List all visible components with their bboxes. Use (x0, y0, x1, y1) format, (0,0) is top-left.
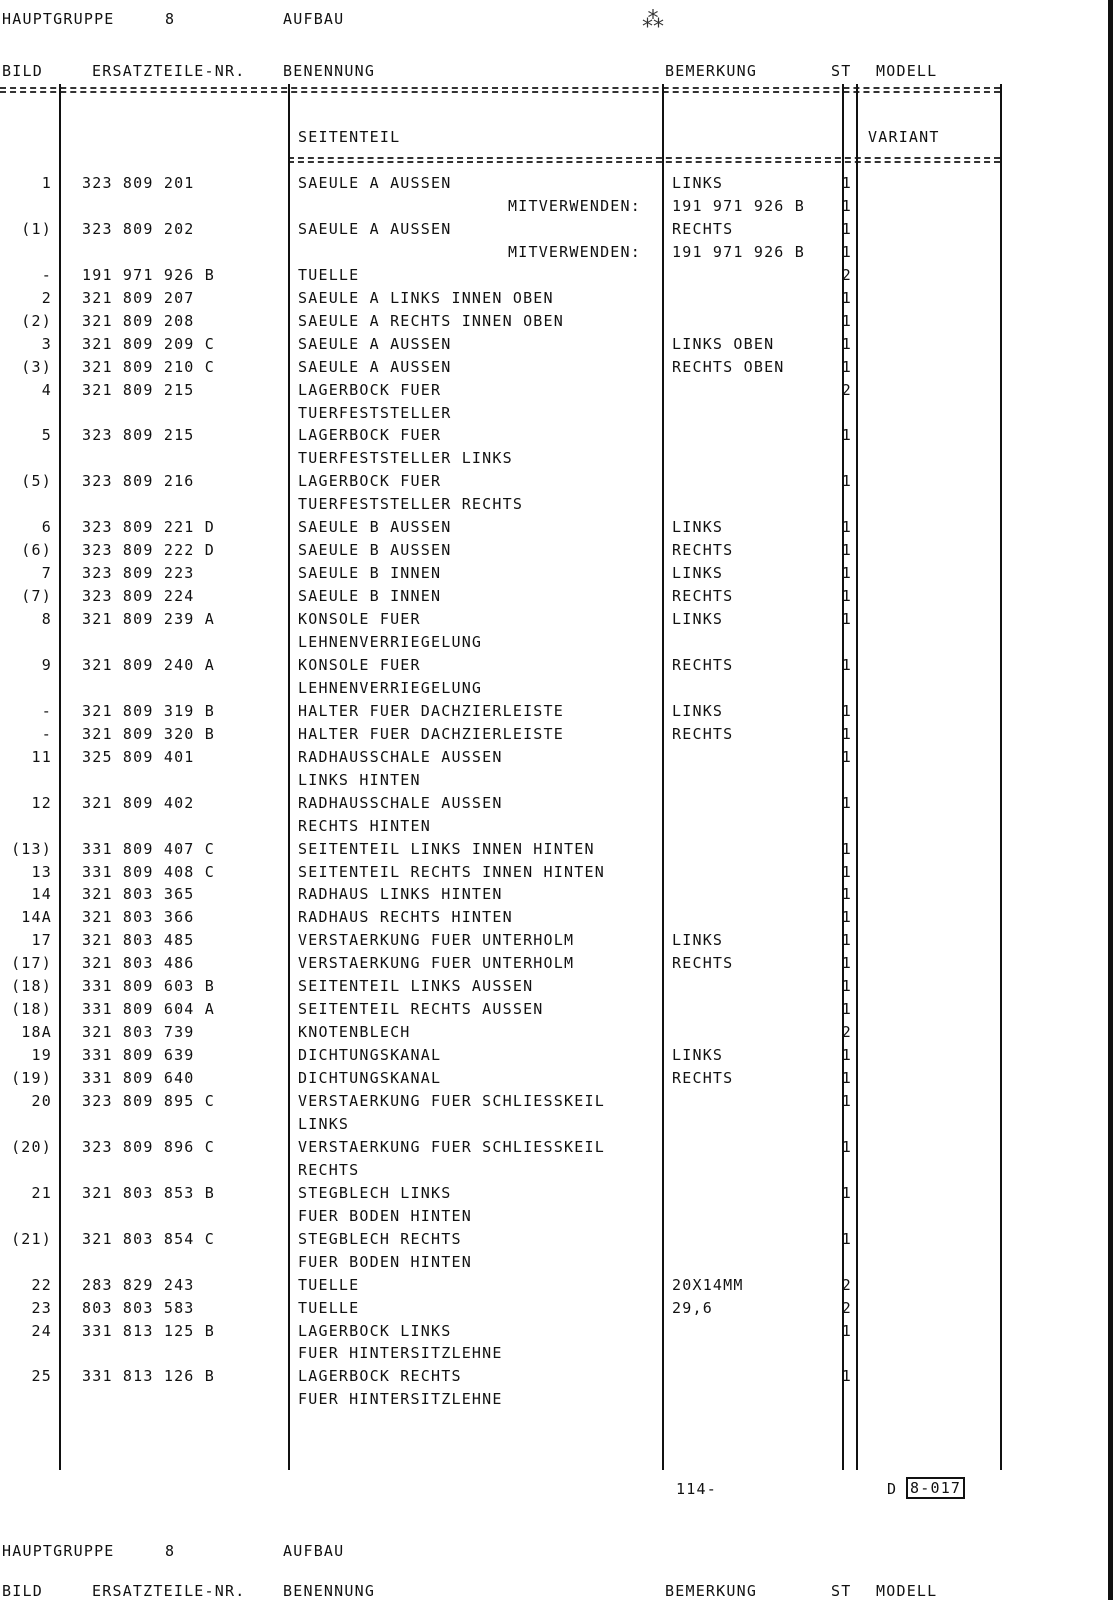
remark-cell: RECHTS OBEN (672, 357, 785, 376)
col-header-model: MODELL (876, 62, 938, 80)
name-cell: HALTER FUER DACHZIERLEISTE (298, 701, 564, 720)
table-row (0, 1159, 1060, 1182)
part-number-cell: 325 809 401 (82, 747, 195, 766)
qty-cell: 1 (841, 931, 852, 950)
qty-cell: 1 (841, 174, 852, 192)
part-number-cell: 323 809 223 (82, 564, 195, 583)
qty-cell: 1 (841, 311, 852, 330)
part-number-cell: 331 809 603 B (82, 977, 215, 996)
bild-cell: 18A (21, 1023, 52, 1042)
name-cell: LAGERBOCK FUER (298, 426, 442, 445)
use-also-label: MITVERWENDEN: (508, 242, 641, 261)
bild-cell: 13 (31, 862, 52, 881)
name-cell: LAGERBOCK FUER (298, 472, 442, 491)
table-row (0, 287, 1060, 310)
remark-cell: 29,6 (672, 1298, 713, 1317)
next-col-header-name: BENENNUNG (283, 1582, 376, 1600)
remark-cell: RECHTS (672, 724, 734, 743)
name-cell: VERSTAERKUNG FUER SCHLIESSKEIL (298, 1092, 605, 1110)
bild-cell: 4 (41, 380, 52, 399)
name-cell: FUER BODEN HINTEN (298, 1252, 472, 1271)
col-header-qty: ST (831, 62, 852, 80)
part-number-cell: 321 809 210 C (82, 357, 215, 376)
table-row (0, 608, 1060, 631)
bild-cell: 23 (31, 1298, 52, 1317)
table-row (0, 723, 1060, 746)
bild-cell: 25 (31, 1367, 52, 1386)
bild-cell: (13) (11, 839, 52, 858)
qty-cell: 1 (841, 1183, 852, 1202)
part-number-cell: 331 813 126 B (82, 1367, 215, 1386)
part-number-cell: 323 809 221 D (82, 518, 215, 537)
qty-cell: 2 (841, 1298, 852, 1317)
table-row (0, 952, 1060, 975)
name-cell: SAEULE B INNEN (298, 564, 442, 583)
qty-cell: 1 (841, 908, 852, 927)
bild-cell: (7) (21, 587, 52, 606)
next-group-number: 8 (165, 1542, 176, 1560)
table-row (0, 906, 1060, 929)
part-number-cell: 331 809 640 (82, 1069, 195, 1088)
part-number-cell: 321 809 209 C (82, 334, 215, 353)
name-cell: TUELLE (298, 1275, 360, 1294)
bild-cell: 8 (41, 610, 52, 629)
qty-cell: 1 (841, 701, 852, 720)
qty-cell: 1 (841, 885, 852, 904)
name-cell: TUELLE (298, 265, 360, 284)
qty-cell: 2 (841, 1275, 852, 1294)
bild-cell: (19) (11, 1069, 52, 1088)
name-cell: RECHTS HINTEN (298, 816, 431, 835)
name-cell: KONSOLE FUER (298, 610, 421, 629)
table-row (0, 677, 1060, 700)
scan-smudge-mark: ⁂ (642, 8, 664, 33)
table-row (0, 792, 1060, 815)
name-cell: TUERFESTSTELLER RECHTS (298, 495, 524, 514)
name-cell: LAGERBOCK RECHTS (298, 1367, 462, 1386)
name-cell: RADHAUSSCHALE AUSSEN (298, 747, 503, 766)
remark-cell: LINKS (672, 610, 724, 629)
table-row (0, 1113, 1060, 1136)
next-col-header-remark: BEMERKUNG (665, 1582, 758, 1600)
name-cell: SAEULE A AUSSEN (298, 219, 452, 238)
table-row (0, 769, 1060, 792)
table-row (0, 470, 1060, 493)
bild-cell: 19 (31, 1046, 52, 1065)
part-number-cell: 321 809 208 (82, 311, 195, 330)
page-number: 114- (676, 1480, 717, 1498)
part-number-cell: 323 809 202 (82, 219, 195, 238)
table-row (0, 1136, 1060, 1159)
qty-cell: 1 (841, 518, 852, 537)
part-number-cell: 321 803 853 B (82, 1183, 215, 1202)
table-row (0, 1342, 1060, 1365)
table-row (0, 562, 1060, 585)
name-cell: RADHAUS RECHTS HINTEN (298, 908, 513, 927)
qty-cell: 1 (841, 1229, 852, 1248)
name-cell: SAEULE B AUSSEN (298, 541, 452, 560)
qty-cell: 1 (841, 1069, 852, 1088)
part-number-cell: 191 971 926 B (82, 265, 215, 284)
name-cell: HALTER FUER DACHZIERLEISTE (298, 724, 564, 743)
part-number-cell: 321 803 366 (82, 908, 195, 927)
next-col-header-part-no: ERSATZTEILE-NR. (92, 1582, 246, 1600)
section-model: VARIANT (868, 128, 940, 146)
header-separator (0, 87, 1000, 93)
remark-cell: 191 971 926 B (672, 196, 805, 215)
bild-cell: (21) (11, 1229, 52, 1248)
part-number-cell: 321 803 739 (82, 1023, 195, 1042)
qty-cell: 1 (841, 357, 852, 376)
part-number-cell: 331 809 604 A (82, 1000, 215, 1019)
table-row (0, 1090, 1060, 1113)
table-row (0, 883, 1060, 906)
qty-cell: 1 (841, 288, 852, 307)
bild-cell: (2) (21, 311, 52, 330)
name-cell: SAEULE A AUSSEN (298, 357, 452, 376)
part-number-cell: 803 803 583 (82, 1298, 195, 1317)
qty-cell: 1 (841, 862, 852, 881)
name-cell: DICHTUNGSKANAL (298, 1046, 442, 1065)
part-number-cell: 321 803 365 (82, 885, 195, 904)
table-row (0, 1182, 1060, 1205)
col-header-name: BENENNUNG (283, 62, 376, 80)
name-cell: LEHNENVERRIEGELUNG (298, 678, 483, 697)
part-number-cell: 331 809 408 C (82, 862, 215, 881)
table-row (0, 424, 1060, 447)
name-cell: RADHAUS LINKS HINTEN (298, 885, 503, 904)
part-number-cell: 323 809 896 C (82, 1137, 215, 1156)
table-row (0, 356, 1060, 379)
remark-cell: RECHTS (672, 954, 734, 973)
bild-cell: 5 (41, 426, 52, 445)
next-col-header-model: MODELL (876, 1582, 938, 1600)
table-row (0, 746, 1060, 769)
table-row (0, 310, 1060, 333)
table-row (0, 516, 1060, 539)
name-cell: STEGBLECH RECHTS (298, 1229, 462, 1248)
bild-cell: 14A (21, 908, 52, 927)
next-col-header-bild: BILD (2, 1582, 43, 1600)
part-number-cell: 321 809 207 (82, 288, 195, 307)
qty-cell: 1 (841, 196, 852, 215)
name-cell: STEGBLECH LINKS (298, 1183, 452, 1202)
bild-cell: (1) (21, 219, 52, 238)
qty-cell: 2 (841, 265, 852, 284)
name-cell: KONSOLE FUER (298, 655, 421, 674)
col-header-bild: BILD (2, 62, 43, 80)
name-cell: FUER HINTERSITZLEHNE (298, 1390, 503, 1409)
qty-cell: 2 (841, 1023, 852, 1042)
part-number-cell: 323 809 216 (82, 472, 195, 491)
bild-cell: 3 (41, 334, 52, 353)
qty-cell: 2 (841, 380, 852, 399)
table-row (0, 1251, 1060, 1274)
name-cell: RADHAUSSCHALE AUSSEN (298, 793, 503, 812)
part-number-cell: 323 809 895 C (82, 1092, 215, 1110)
name-cell: SAEULE B AUSSEN (298, 518, 452, 537)
bild-cell: - (41, 724, 52, 743)
name-cell: FUER BODEN HINTEN (298, 1206, 472, 1225)
qty-cell: 1 (841, 219, 852, 238)
name-cell: SEITENTEIL LINKS AUSSEN (298, 977, 534, 996)
page-reference: 8-017 (906, 1477, 965, 1499)
col-header-part-no: ERSATZTEILE-NR. (92, 62, 246, 80)
remark-cell: LINKS OBEN (672, 334, 775, 353)
qty-cell: 1 (841, 1046, 852, 1065)
table-row (0, 447, 1060, 470)
table-row (0, 1228, 1060, 1251)
qty-cell: 1 (841, 954, 852, 973)
name-cell: TUERFESTSTELLER LINKS (298, 449, 513, 468)
table-row (0, 929, 1060, 952)
name-cell: TUELLE (298, 1298, 360, 1317)
bild-cell: 14 (31, 885, 52, 904)
table-row (0, 1044, 1060, 1067)
remark-cell: RECHTS (672, 541, 734, 560)
name-cell: DICHTUNGSKANAL (298, 1069, 442, 1088)
group-title: AUFBAU (283, 10, 345, 28)
bild-cell: 11 (31, 747, 52, 766)
table-row (0, 379, 1060, 402)
name-cell: LEHNENVERRIEGELUNG (298, 633, 483, 651)
qty-cell: 1 (841, 610, 852, 629)
group-label: HAUPTGRUPPE (2, 10, 115, 28)
part-number-cell: 321 803 854 C (82, 1229, 215, 1248)
name-cell: LINKS (298, 1114, 350, 1133)
name-cell: VERSTAERKUNG FUER SCHLIESSKEIL (298, 1137, 605, 1156)
table-row (0, 975, 1060, 998)
next-col-header-qty: ST (831, 1582, 852, 1600)
name-cell: FUER HINTERSITZLEHNE (298, 1344, 503, 1363)
qty-cell: 1 (841, 564, 852, 583)
bild-cell: 17 (31, 931, 52, 950)
remark-cell: LINKS (672, 931, 724, 950)
part-number-cell: 331 809 407 C (82, 839, 215, 858)
table-row (0, 1320, 1060, 1343)
part-number-cell: 321 803 486 (82, 954, 195, 973)
table-row (0, 700, 1060, 723)
bild-cell: (3) (21, 357, 52, 376)
table-row (0, 1067, 1060, 1090)
page-edge-bar (1108, 0, 1113, 1600)
bild-cell: 20 (31, 1092, 52, 1110)
name-cell: VERSTAERKUNG FUER UNTERHOLM (298, 931, 575, 950)
section-title: SEITENTEIL (298, 128, 401, 146)
table-row (0, 585, 1060, 608)
qty-cell: 1 (841, 1321, 852, 1340)
remark-cell: RECHTS (672, 1069, 734, 1088)
qty-cell: 1 (841, 724, 852, 743)
bild-cell: (17) (11, 954, 52, 973)
bild-cell: (5) (21, 472, 52, 491)
bild-cell: - (41, 701, 52, 720)
remark-cell: LINKS (672, 518, 724, 537)
col-header-remark: BEMERKUNG (665, 62, 758, 80)
qty-cell: 1 (841, 839, 852, 858)
bild-cell: (20) (11, 1137, 52, 1156)
table-row (0, 1021, 1060, 1044)
table-row (0, 1365, 1060, 1388)
part-number-cell: 321 809 320 B (82, 724, 215, 743)
qty-cell: 1 (841, 242, 852, 261)
qty-cell: 1 (841, 1092, 852, 1110)
remark-cell: LINKS (672, 701, 724, 720)
table-row (0, 264, 1060, 287)
table-row (0, 241, 1060, 264)
name-cell: LINKS HINTEN (298, 770, 421, 789)
name-cell: SEITENTEIL RECHTS AUSSEN (298, 1000, 544, 1019)
qty-cell: 1 (841, 587, 852, 606)
part-number-cell: 321 803 485 (82, 931, 195, 950)
qty-cell: 1 (841, 1137, 852, 1156)
part-number-cell: 321 809 402 (82, 793, 195, 812)
part-number-cell: 321 809 319 B (82, 701, 215, 720)
bild-cell: 24 (31, 1321, 52, 1340)
name-cell: RECHTS (298, 1160, 360, 1179)
bild-cell: 6 (41, 518, 52, 537)
name-cell: LAGERBOCK FUER (298, 380, 442, 399)
name-cell: SAEULE A AUSSEN (298, 334, 452, 353)
qty-cell: 1 (841, 793, 852, 812)
table-row (0, 998, 1060, 1021)
use-also-label: MITVERWENDEN: (508, 196, 641, 215)
bild-cell: (6) (21, 541, 52, 560)
qty-cell: 1 (841, 426, 852, 445)
table-row (0, 861, 1060, 884)
qty-cell: 1 (841, 655, 852, 674)
qty-cell: 1 (841, 747, 852, 766)
language-code: D (887, 1480, 898, 1498)
bild-cell: 22 (31, 1275, 52, 1294)
remark-cell: RECHTS (672, 587, 734, 606)
table-row (0, 539, 1060, 562)
name-cell: SAEULE A RECHTS INNEN OBEN (298, 311, 564, 330)
qty-cell: 1 (841, 472, 852, 491)
part-number-cell: 323 809 215 (82, 426, 195, 445)
part-number-cell: 331 809 639 (82, 1046, 195, 1065)
remark-cell: RECHTS (672, 219, 734, 238)
bild-cell: 12 (31, 793, 52, 812)
name-cell: KNOTENBLECH (298, 1023, 411, 1042)
bild-cell: (18) (11, 977, 52, 996)
qty-cell: 1 (841, 334, 852, 353)
table-row (0, 815, 1060, 838)
name-cell: SAEULE A LINKS INNEN OBEN (298, 288, 554, 307)
table-row (0, 195, 1060, 218)
part-number-cell: 321 809 239 A (82, 610, 215, 629)
part-number-cell: 323 809 222 D (82, 541, 215, 560)
table-row (0, 172, 1060, 195)
name-cell: TUERFESTSTELLER (298, 403, 452, 422)
part-number-cell: 323 809 224 (82, 587, 195, 606)
qty-cell: 1 (841, 541, 852, 560)
name-cell: SEITENTEIL LINKS INNEN HINTEN (298, 839, 595, 858)
table-row (0, 654, 1060, 677)
part-number-cell: 321 809 215 (82, 380, 195, 399)
next-group-title: AUFBAU (283, 1542, 345, 1560)
part-number-cell: 331 813 125 B (82, 1321, 215, 1340)
name-cell: SAEULE B INNEN (298, 587, 442, 606)
name-cell: LAGERBOCK LINKS (298, 1321, 452, 1340)
part-number-cell: 283 829 243 (82, 1275, 195, 1294)
remark-cell: LINKS (672, 174, 724, 192)
name-cell: VERSTAERKUNG FUER UNTERHOLM (298, 954, 575, 973)
table-row (0, 1274, 1060, 1297)
table-row (0, 493, 1060, 516)
table-row (0, 1297, 1060, 1320)
remark-cell: 20X14MM (672, 1275, 744, 1294)
bild-cell: 7 (41, 564, 52, 583)
bild-cell: 2 (41, 288, 52, 307)
table-row (0, 631, 1060, 654)
next-group-label: HAUPTGRUPPE (2, 1542, 115, 1560)
remark-cell: LINKS (672, 564, 724, 583)
remark-cell: LINKS (672, 1046, 724, 1065)
table-row (0, 402, 1060, 425)
bild-cell: - (41, 265, 52, 284)
qty-cell: 1 (841, 1367, 852, 1386)
part-number-cell: 323 809 201 (82, 174, 195, 192)
part-number-cell: 321 809 240 A (82, 655, 215, 674)
qty-cell: 1 (841, 977, 852, 996)
table-row (0, 838, 1060, 861)
remark-cell: RECHTS (672, 655, 734, 674)
bild-cell: 21 (31, 1183, 52, 1202)
name-cell: SEITENTEIL RECHTS INNEN HINTEN (298, 862, 605, 881)
bild-cell: 1 (41, 174, 52, 192)
name-cell: SAEULE A AUSSEN (298, 174, 452, 192)
section-separator (288, 157, 1000, 163)
bild-cell: (18) (11, 1000, 52, 1019)
qty-cell: 1 (841, 1000, 852, 1019)
remark-cell: 191 971 926 B (672, 242, 805, 261)
table-row (0, 1205, 1060, 1228)
group-number: 8 (165, 10, 176, 28)
table-row (0, 1388, 1060, 1411)
bild-cell: 9 (41, 655, 52, 674)
table-row (0, 218, 1060, 241)
table-row (0, 333, 1060, 356)
